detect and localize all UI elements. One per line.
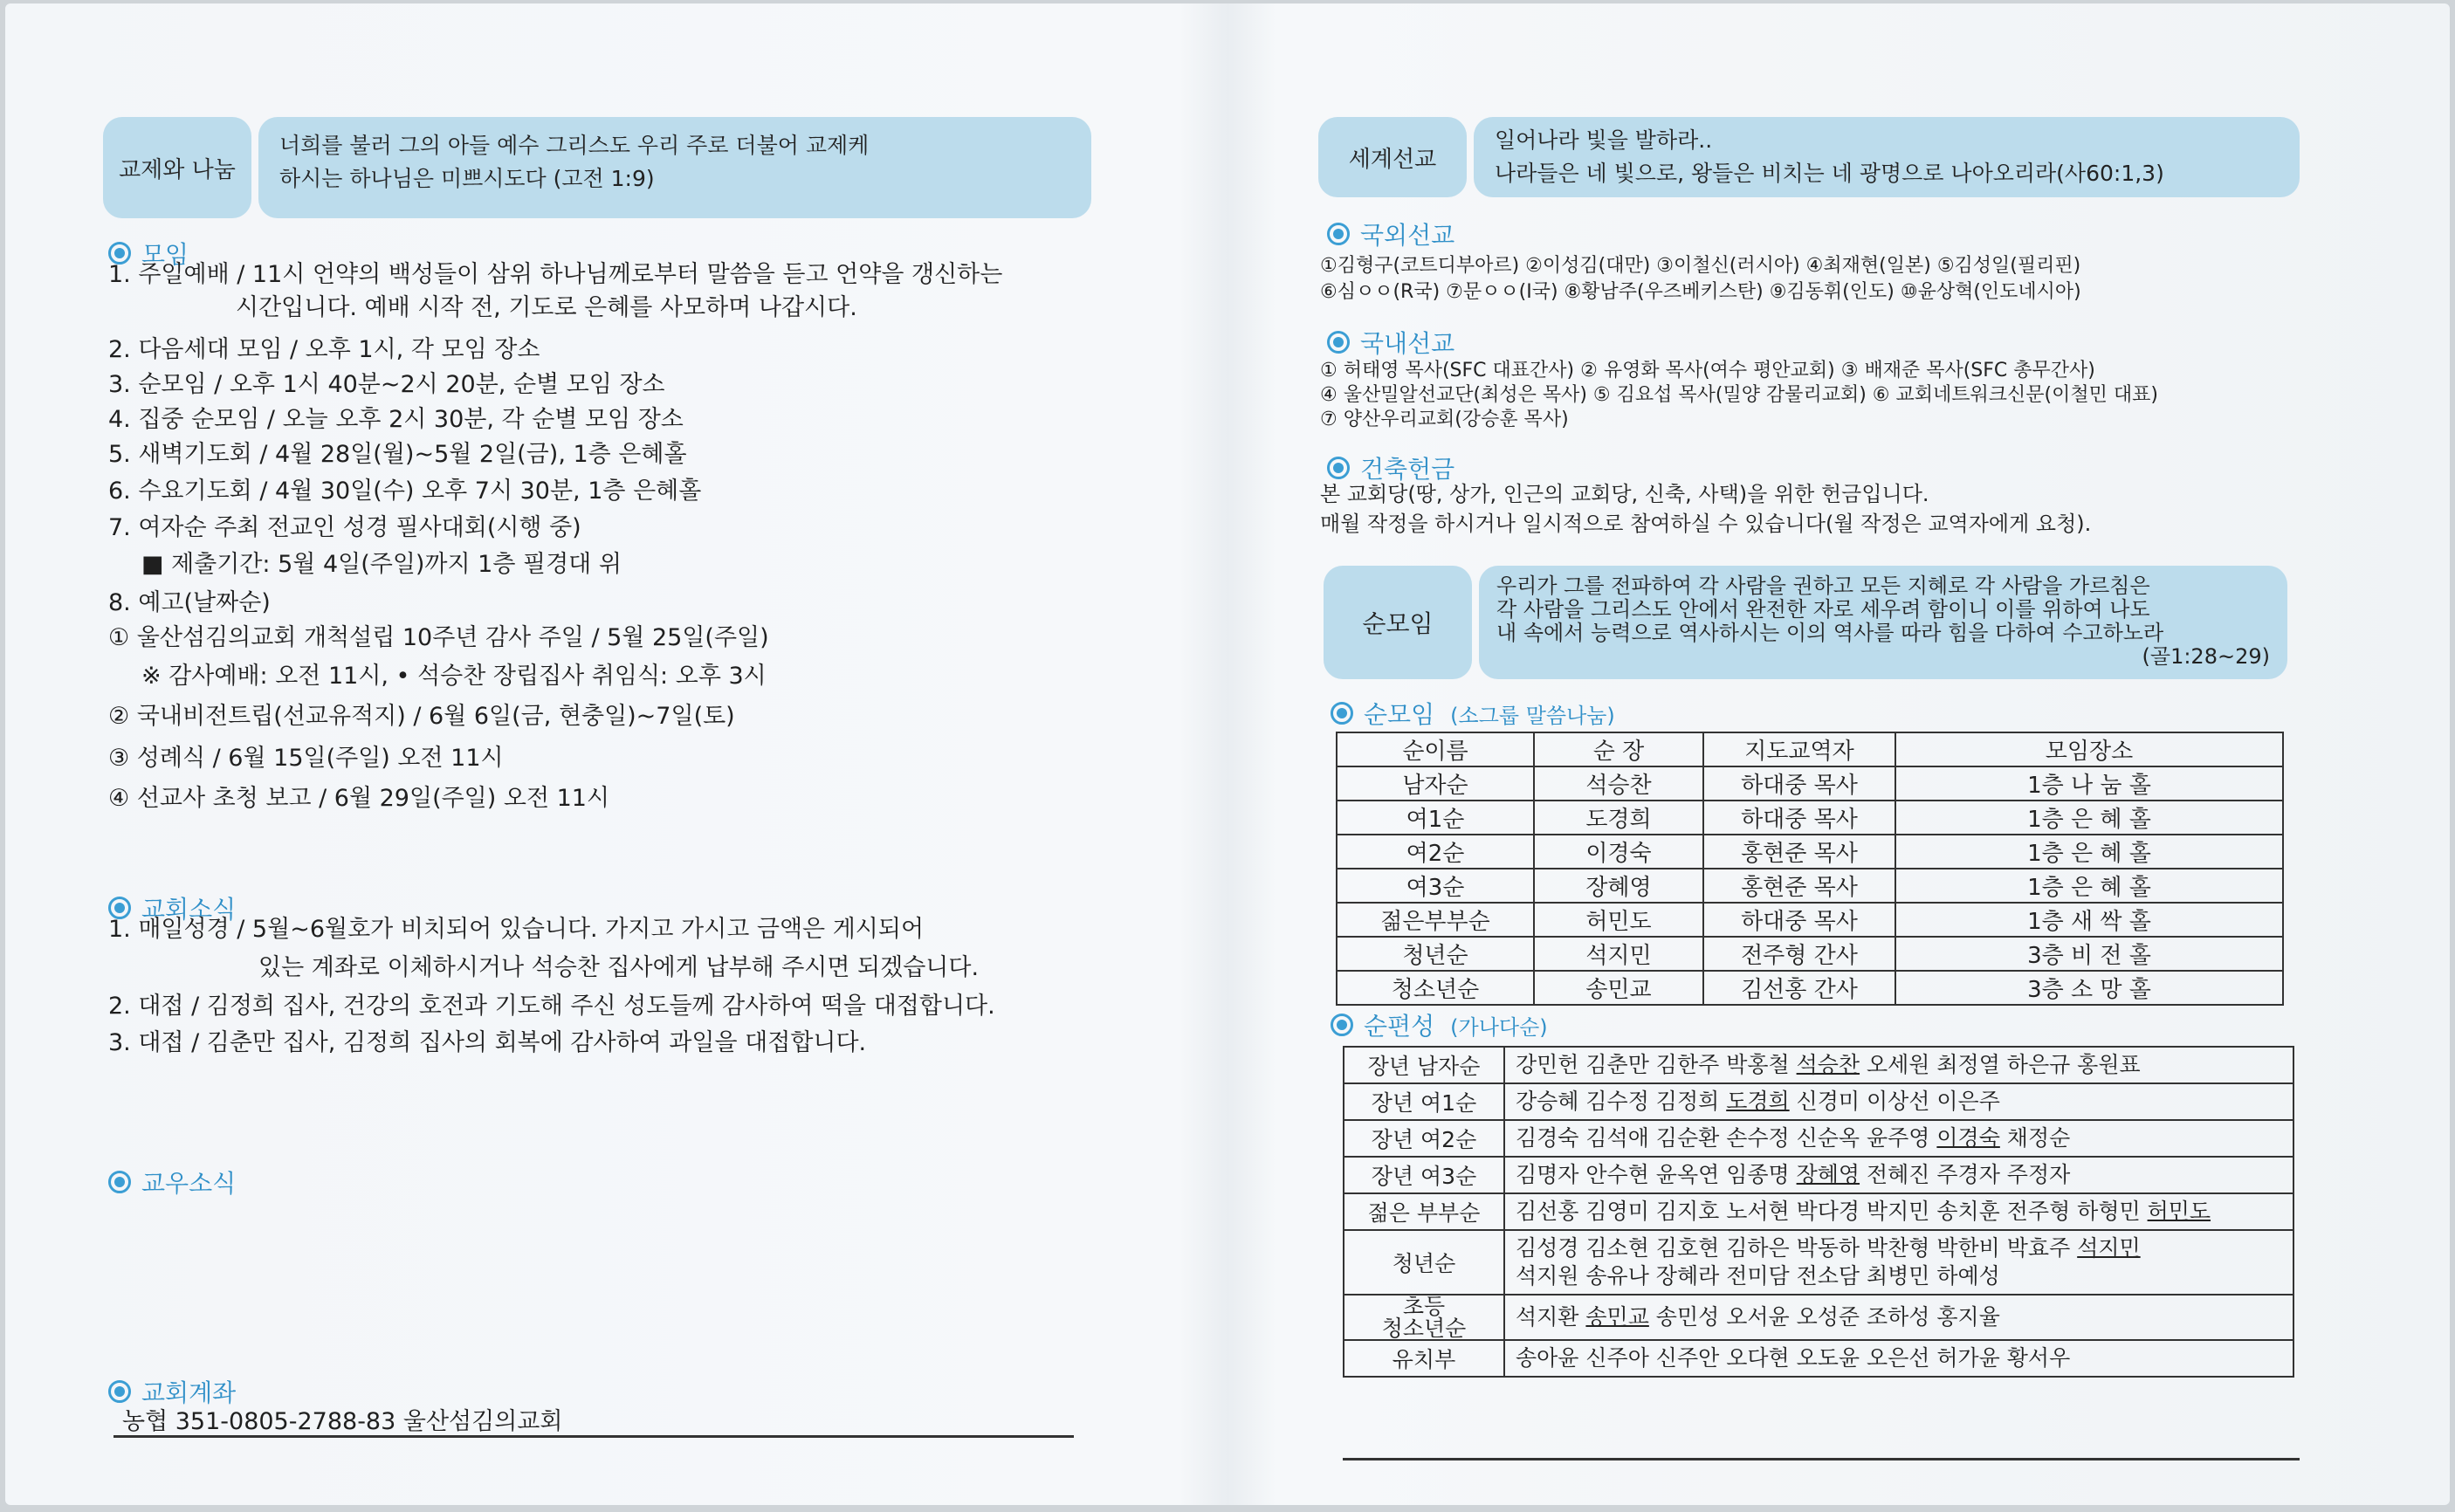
news-line: 3. 대접 / 김춘만 집사, 김정희 집사의 회복에 감사하여 과일을 대접합니다.: [108, 1029, 867, 1056]
table-header-cell: 지도교역자: [1703, 732, 1895, 766]
member-names: 전혜진 주경자 주정자: [1860, 1162, 2071, 1187]
table-cell: 석지민: [1534, 937, 1703, 971]
member-names: 채정순: [1999, 1125, 2071, 1151]
table-header-cell: 순이름: [1337, 732, 1534, 766]
table-cell: 홍현준 목사: [1703, 835, 1895, 869]
cell-table: [1336, 732, 2284, 1006]
table-cell: 하대중 목사: [1703, 801, 1895, 835]
composition-table-body: [1344, 1047, 2293, 1377]
member-names: 김성경 김소현 김호현 김하은 박동하 박찬형 박한비 박효주: [1516, 1235, 2078, 1261]
cell-leader-name: 허민도: [2147, 1199, 2211, 1224]
section-title: 국외선교: [1360, 221, 1455, 250]
mission-tag: 세계선교: [1318, 117, 1467, 197]
mission-header: [1318, 117, 2300, 197]
table-header-cell: 순 장: [1534, 732, 1703, 766]
table-row: [1344, 1230, 2293, 1295]
table-cell: 홍현준 목사: [1703, 869, 1895, 903]
table-header-cell: 모임장소: [1895, 732, 2283, 766]
domestic-line: ⑦ 양산우리교회(강승훈 목사): [1320, 409, 1569, 430]
meeting-line: ① 울산섬김의교회 개척설립 10주년 감사 주일 / 5월 25일(주일): [108, 624, 769, 651]
table-cell: 청소년순: [1337, 971, 1534, 1005]
members-cell: [1504, 1083, 2293, 1120]
meeting-line: ③ 성례식 / 6월 15일(주일) 오전 11시: [108, 745, 504, 772]
table-cell: 허민도: [1534, 903, 1703, 937]
mission-verse-line: 나라들은 네 빛으로, 왕들은 비치는 네 광명으로 나아오리라(사60:1,3): [1495, 161, 2164, 186]
section-subtitle: (소그룹 말씀나눔): [1450, 703, 1615, 728]
table-cell: 남자순: [1337, 766, 1534, 801]
bottom-rule: [1343, 1458, 2300, 1460]
bullet-icon: [1327, 331, 1350, 354]
section-title: 모임: [141, 240, 189, 269]
members-cell: [1504, 1047, 2293, 1083]
section-title: 국내선교: [1360, 329, 1455, 358]
meeting-line: 7. 여자순 주최 전교인 성경 필사대회(시행 중): [108, 514, 581, 541]
section-title: 순모임: [1364, 700, 1435, 729]
cell-leader-name: 석승찬: [1796, 1052, 1860, 1077]
table-cell: 여3순: [1337, 869, 1534, 903]
members-line: [1516, 1344, 2282, 1372]
cell-leader-name: 이경숙: [1936, 1125, 2000, 1151]
bullet-icon: [1327, 223, 1350, 245]
account-underline: [113, 1435, 1074, 1438]
member-names: 오세원 최정열 하은규 홍원표: [1860, 1052, 2141, 1077]
cell-tag: 순모임: [1324, 566, 1472, 679]
table-row: [1344, 1083, 2293, 1120]
section-title: 교우소식: [141, 1169, 237, 1198]
table-row: [1344, 1193, 2293, 1230]
members-cell: [1504, 1230, 2293, 1295]
group-name-cell: [1344, 1295, 1504, 1340]
mission-verse: [1474, 117, 2300, 197]
members-line: [1516, 1234, 2282, 1262]
group-name-cell: 장년 남자순: [1344, 1047, 1504, 1083]
table-cell: 1층 은 혜 홀: [1895, 869, 2283, 903]
member-names: 석지환: [1516, 1304, 1586, 1330]
cell-header: [1324, 566, 2287, 679]
news-line: 있는 계좌로 이체하시거나 석승찬 집사에게 납부해 주시면 되겠습니다.: [258, 954, 980, 981]
bullet-icon: [108, 1380, 131, 1403]
section-title: 건축헌금: [1360, 455, 1455, 484]
cell-verse-line: 각 사람을 그리스도 안에서 완전한 자로 세우려 함이니 이를 위하여 나도: [1496, 597, 2150, 622]
members-cell: [1504, 1193, 2293, 1230]
table-cell: 1층 새 싹 홀: [1895, 903, 2283, 937]
table-row: [1344, 1047, 2293, 1083]
cell-leader-name: 도경희: [1726, 1089, 1790, 1114]
table-row: [1344, 1120, 2293, 1157]
table-cell: 석승찬: [1534, 766, 1703, 801]
table-row: [1337, 766, 2283, 801]
left-page: [5, 3, 1228, 1505]
table-cell: 전주형 간사: [1703, 937, 1895, 971]
table-cell: 이경숙: [1534, 835, 1703, 869]
members-line: 석지원 송유나 장혜라 전미담 전소담 최병민 하예성: [1516, 1263, 2000, 1289]
building-line: 매월 작정을 하시거나 일시적으로 참여하실 수 있습니다(월 작정은 교역자에게 요청).: [1320, 512, 2092, 536]
table-cell: 하대중 목사: [1703, 903, 1895, 937]
group-name-line: 청소년순: [1381, 1316, 1467, 1341]
section-title: 교회소식: [141, 895, 237, 924]
table-row: [1337, 937, 2283, 971]
meeting-line: 4. 집중 순모임 / 오늘 오후 2시 30분, 각 순별 모임 장소: [108, 406, 684, 433]
member-names: 신경미 이상선 이은주: [1789, 1089, 2000, 1114]
overseas-line: ⑥심ㅇㅇ(R국) ⑦문ㅇㅇ(I국) ⑧황남주(우즈베키스탄) ⑨김동휘(인도) ⑩윤상혁(인도네시아): [1320, 281, 2081, 303]
fellowship-verse: [258, 117, 1091, 218]
table-row: [1344, 1295, 2293, 1340]
group-name-cell: 유치부: [1344, 1340, 1504, 1377]
table-cell: 도경희: [1534, 801, 1703, 835]
news-line: 1. 매일성경 / 5월~6월호가 비치되어 있습니다. 가지고 가시고 금액은 게시되어: [108, 916, 925, 943]
fellowship-verse-line: 하시는 하나님은 미쁘시도다 (고전 1:9): [279, 166, 655, 191]
members-cell: [1504, 1157, 2293, 1193]
table-cell: 젊은부부순: [1337, 903, 1534, 937]
members-line: [1516, 1051, 2282, 1079]
meeting-line: ② 국내비전트립(선교유적지) / 6월 6일(금, 현충일)~7일(토): [108, 703, 735, 730]
table-row: [1337, 903, 2283, 937]
cell-leader-name: 송민교: [1585, 1304, 1649, 1330]
fellowship-verse-line: 너희를 불러 그의 아들 예수 그리스도 우리 주로 더불어 교제케: [279, 133, 870, 158]
building-section-title: [1327, 450, 1454, 485]
overseas-line: ①김형구(코트디부아르) ②이성김(대만) ③이철신(러시아) ④최재현(일본) ⑤김성일(필리핀): [1320, 255, 2081, 277]
table-cell: 장혜영: [1534, 869, 1703, 903]
fellowship-header: [103, 117, 1091, 218]
meeting-line: 5. 새벽기도회 / 4월 28일(월)~5월 2일(금), 1층 은혜홀: [108, 441, 687, 468]
group-name-cell: 장년 여2순: [1344, 1120, 1504, 1157]
members-line: [1516, 1124, 2282, 1152]
cell-verse-line: 내 속에서 능력으로 역사하시는 이의 역사를 따라 힘을 다하여 수고하노라: [1496, 621, 2164, 645]
meeting-line: ■ 제출기간: 5월 4일(주일)까지 1층 필경대 위: [141, 551, 622, 578]
members-cell: [1504, 1340, 2293, 1377]
section-title: 교회계좌: [141, 1378, 237, 1407]
section-title: 순편성: [1364, 1012, 1435, 1041]
overseas-section-title: [1327, 216, 1454, 251]
table-row: [1337, 801, 2283, 835]
table-cell: 청년순: [1337, 937, 1534, 971]
meeting-line: 6. 수요기도회 / 4월 30일(수) 오후 7시 30분, 1층 은혜홀: [108, 478, 702, 505]
bullet-icon: [108, 1171, 131, 1193]
building-line: 본 교회당(땅, 상가, 인근의 교회당, 신축, 사택)을 위한 헌금입니다.: [1320, 482, 1929, 506]
bullet-icon: [1327, 457, 1350, 479]
table-cell: 김선홍 간사: [1703, 971, 1895, 1005]
group-name-cell: 젊은 부부순: [1344, 1193, 1504, 1230]
meeting-line: 8. 예고(날짜순): [108, 589, 271, 616]
member-names: 강민헌 김춘만 김한주 박홍철: [1516, 1052, 1797, 1077]
bullet-icon: [1331, 1014, 1353, 1036]
mission-verse-line: 일어나라 빛을 발하라..: [1495, 127, 1713, 153]
bullet-icon: [1331, 702, 1353, 725]
group-name-cell: 청년순: [1344, 1230, 1504, 1295]
domestic-section-title: [1327, 325, 1454, 360]
members-line: [1516, 1088, 2282, 1116]
members-line: [1516, 1303, 2282, 1331]
member-names: 송아윤 신주아 신주안 오다현 오도윤 오은선 허가윤 황서우: [1516, 1345, 2071, 1371]
section-subtitle: (가나다순): [1450, 1014, 1548, 1040]
table-row: [1337, 971, 2283, 1005]
account-section-title: [108, 1374, 236, 1409]
table-cell: 1층 은 혜 홀: [1895, 835, 2283, 869]
member-names: 송민성 오서윤 오성준 조하성 홍지율: [1648, 1304, 2000, 1330]
news-line: 2. 대접 / 김정희 집사, 건강의 호전과 기도해 주신 성도들께 감사하여 떡을 대접합니다.: [108, 993, 995, 1020]
cell-verse-ref: (골1:28~29): [2142, 644, 2270, 669]
member-names: 강승혜 김수정 김정희: [1516, 1089, 1727, 1114]
members-cell: [1504, 1120, 2293, 1157]
cell-table-body: [1337, 766, 2283, 1005]
table-row: [1344, 1340, 2293, 1377]
domestic-line: ④ 울산밀알선교단(최성은 목사) ⑤ 김요섭 목사(밀양 감물리교회) ⑥ 교회네트워크신문(이철민 대표): [1320, 384, 2158, 406]
bulletin-sheet: [5, 3, 2450, 1505]
fellowship-tag: 교제와 나눔: [103, 117, 251, 218]
table-cell: 3층 비 전 홀: [1895, 937, 2283, 971]
domestic-line: ① 허태영 목사(SFC 대표간사) ② 유영화 목사(여수 평안교회) ③ 배재준 목사(SFC 총무간사): [1320, 360, 2095, 381]
meeting-line: 3. 순모임 / 오후 1시 40분~2시 20분, 순별 모임 장소: [108, 371, 665, 398]
cell-verse: [1479, 566, 2287, 679]
account-text: 농협 351-0805-2788-83 울산섬김의교회: [122, 1408, 563, 1435]
table-cell: 하대중 목사: [1703, 766, 1895, 801]
member-names: 김경숙 김석애 김순환 손수정 신순옥 윤주영: [1516, 1125, 1937, 1151]
members-line: [1516, 1161, 2282, 1189]
member-names: 김선홍 김영미 김지호 노서현 박다경 박지민 송치훈 전주형 하형민: [1516, 1199, 2148, 1224]
table-cell: 1층 나 눔 홀: [1895, 766, 2283, 801]
table-cell: 여1순: [1337, 801, 1534, 835]
cell-table-section-title: [1331, 696, 1615, 731]
member-news-section-title: [108, 1165, 236, 1199]
cell-verse-line: 우리가 그를 전파하여 각 사람을 권하고 모든 지혜로 각 사람을 가르침은: [1496, 574, 2150, 598]
meeting-line: 1. 주일예배 / 11시 언약의 백성들이 삼위 하나님께로부터 말씀을 듣고 언약을 갱신하는: [108, 261, 1003, 288]
members-cell: [1504, 1295, 2293, 1340]
meeting-line: ※ 감사예배: 오전 11시, • 석승찬 장립집사 취임식: 오후 3시: [141, 663, 767, 690]
table-cell: 1층 은 혜 홀: [1895, 801, 2283, 835]
right-page: [1228, 3, 2450, 1505]
table-row: [1344, 1157, 2293, 1193]
member-names: 김명자 안수현 윤옥연 임종명: [1516, 1162, 1797, 1187]
group-name-cell: 장년 여1순: [1344, 1083, 1504, 1120]
table-row: [1337, 835, 2283, 869]
composition-section-title: [1331, 1007, 1548, 1042]
members-line: [1516, 1198, 2282, 1226]
group-name-cell: 장년 여3순: [1344, 1157, 1504, 1193]
composition-table: [1343, 1046, 2294, 1378]
cell-leader-name: 석지민: [2077, 1235, 2141, 1261]
table-header-row: [1337, 732, 2283, 766]
table-cell: 송민교: [1534, 971, 1703, 1005]
meeting-line: 시간입니다. 예배 시작 전, 기도로 은혜를 사모하며 나갑시다.: [236, 294, 857, 321]
cell-leader-name: 장혜영: [1796, 1162, 1860, 1187]
group-name-line: 초등: [1402, 1294, 1446, 1319]
meeting-line: ④ 선교사 초청 보고 / 6월 29일(주일) 오전 11시: [108, 785, 610, 812]
table-cell: 여2순: [1337, 835, 1534, 869]
table-cell: 3층 소 망 홀: [1895, 971, 2283, 1005]
table-row: [1337, 869, 2283, 903]
meeting-line: 2. 다음세대 모임 / 오후 1시, 각 모임 장소: [108, 336, 540, 363]
